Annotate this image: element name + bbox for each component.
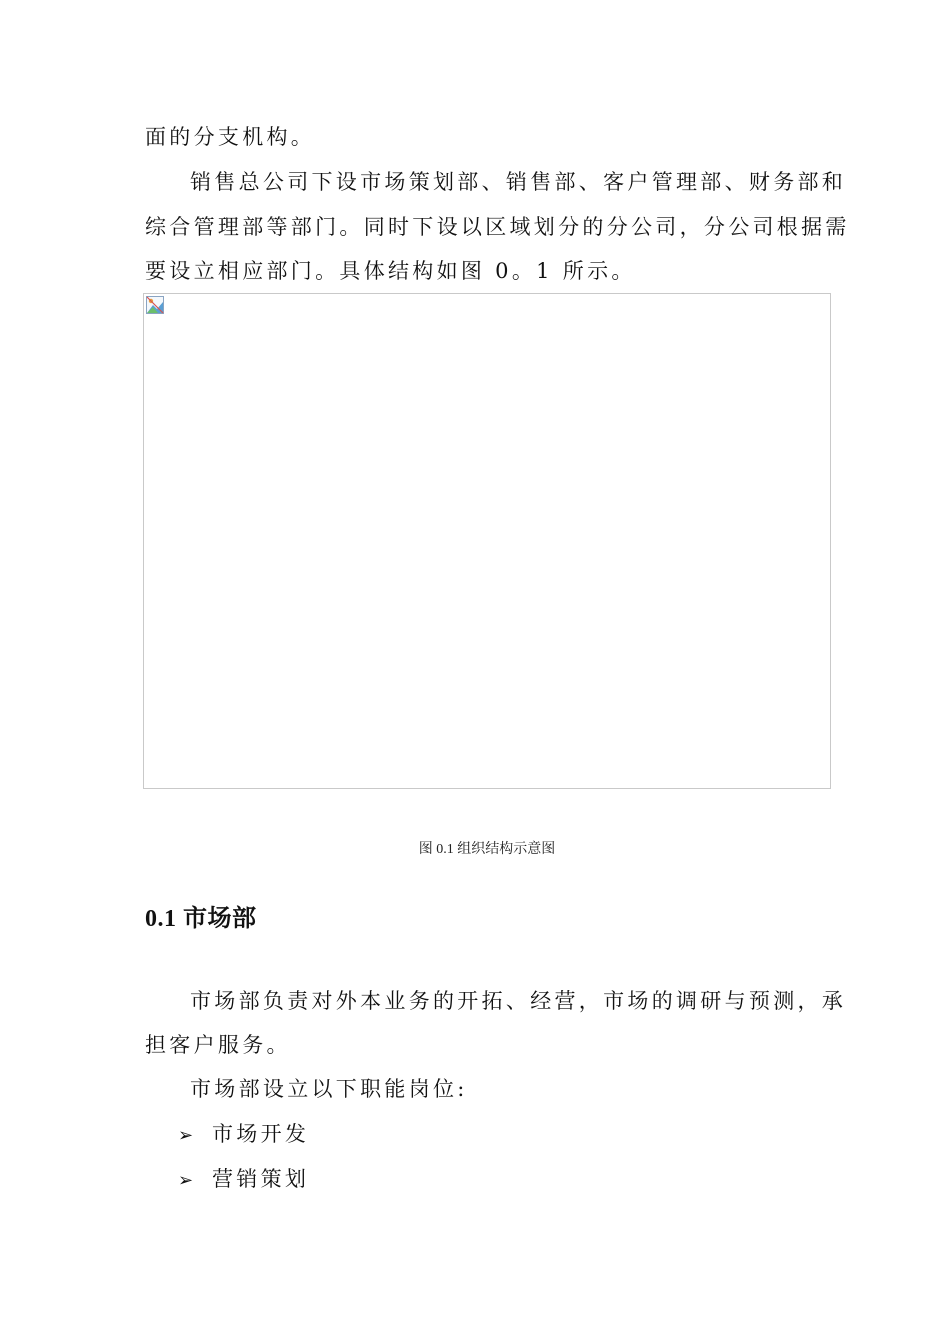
paragraph-line: 面的分支机构。 bbox=[145, 125, 316, 149]
section-heading: 0.1 市场部 bbox=[145, 906, 257, 932]
paragraph-line: 担客户服务。 bbox=[145, 1033, 291, 1057]
paragraph-line: 要设立相应部门。具体结构如图 0。1 所示。 bbox=[145, 259, 636, 283]
list-item bbox=[178, 1112, 309, 1159]
paragraph-line: 市场部负责对外本业务的开拓、经营，市场的调研与预测，承 bbox=[190, 989, 847, 1013]
list-item-label: 营销策划 bbox=[212, 1167, 310, 1191]
paragraph-line: 市场部设立以下职能岗位: bbox=[190, 1077, 468, 1101]
list-item-label: 市场开发 bbox=[212, 1122, 310, 1146]
broken-image-icon bbox=[146, 296, 164, 314]
paragraph-line: 综合管理部等部门。同时下设以区域划分的分公司，分公司根据需 bbox=[145, 215, 850, 239]
arrow-bullet-icon: ➢ bbox=[178, 1170, 194, 1191]
figure-caption: 图 0.1 组织结构示意图 bbox=[418, 842, 556, 857]
figure-image-placeholder bbox=[143, 293, 831, 789]
arrow-bullet-icon: ➢ bbox=[178, 1125, 194, 1146]
list-item bbox=[178, 1157, 309, 1204]
paragraph-line: 销售总公司下设市场策划部、销售部、客户管理部、财务部和 bbox=[190, 170, 847, 194]
